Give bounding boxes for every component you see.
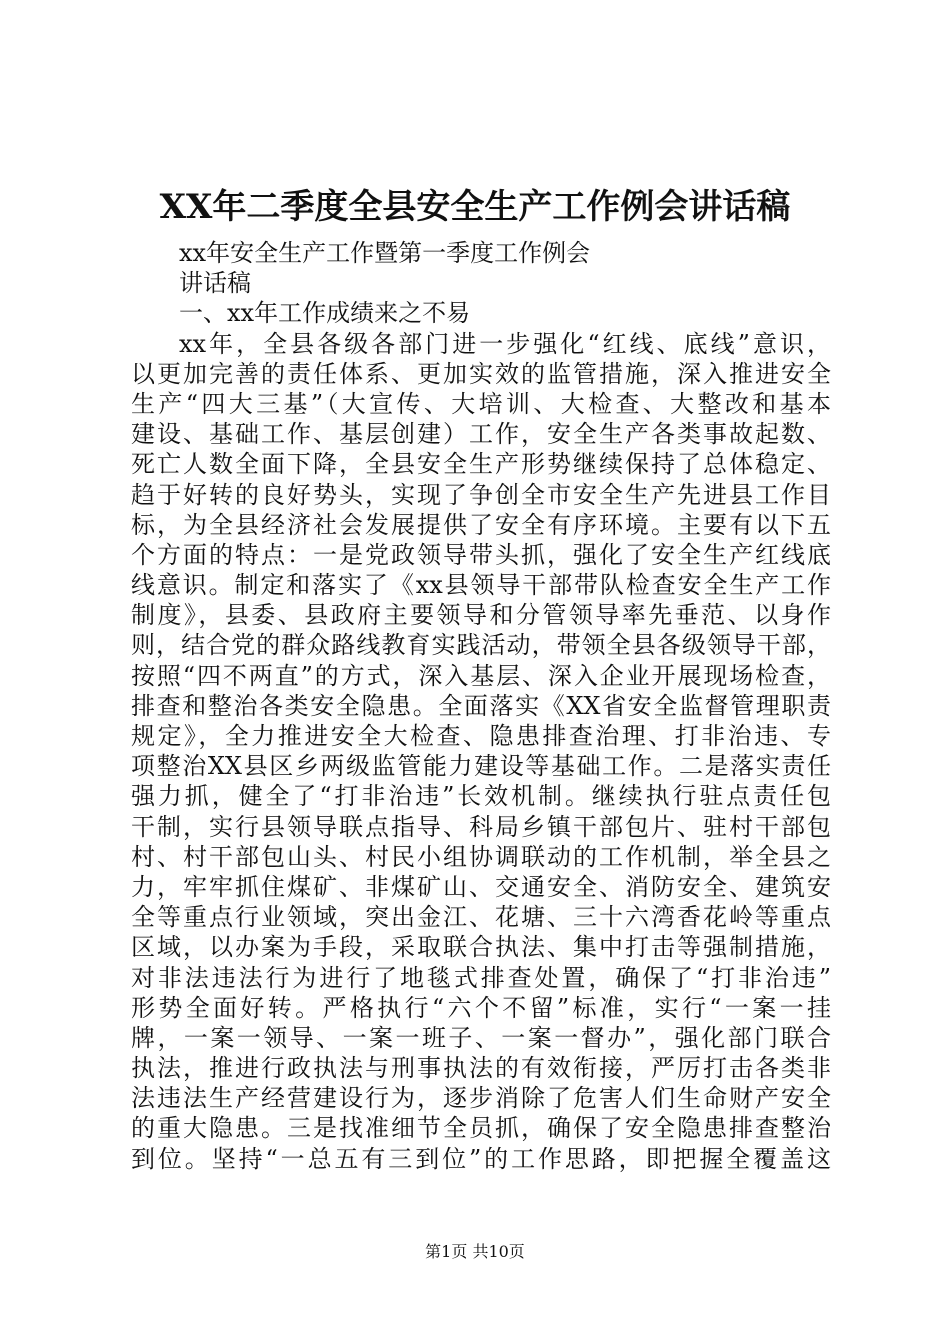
text-line: 全等重点行业领域，突出金江、花塘、三十六湾香花岭等重点 [131, 903, 831, 932]
text-line: 规定》，全力推进安全大检查、隐患排查治理、打非治违、专 [131, 722, 831, 750]
text-line: 执法，推进行政执法与刑事执法的有效衔接，严厉打击各类非 [131, 1054, 831, 1083]
text-line: 到位。坚持“一总五有三到位”的工作思路，即把握全覆盖这 [131, 1144, 831, 1173]
text-line: 讲话稿 [179, 269, 251, 298]
text-line: 生产“四大三基”（大宣传、大培训、大检查、大整改和基本 [131, 389, 831, 418]
text-line: 以更加完善的责任体系、更加实效的监管措施，深入推进安全 [131, 359, 831, 388]
text-line: 标，为全县经济社会发展提供了安全有序环境。主要有以下五 [131, 510, 831, 539]
text-line: 牌，一案一领导、一案一班子、一案一督办”，强化部门联合 [131, 1023, 831, 1052]
text-line: 一、xx年工作成绩来之不易 [179, 299, 471, 328]
text-line: 对非法违法行为进行了地毯式排查处置，确保了“打非治违” [131, 963, 831, 992]
text-line: 制度》，县委、县政府主要领导和分管领导率先垂范、以身作 [131, 601, 831, 630]
text-line: 线意识。制定和落实了《xx县领导干部带队检查安全生产工作 [131, 571, 831, 600]
text-line: 形势全面好转。严格执行“六个不留”标准，实行“一案一挂 [131, 993, 831, 1022]
text-line: 项整治XX县区乡两级监管能力建设等基础工作。二是落实责任 [131, 752, 831, 781]
document-title: XX年二季度全县安全生产工作例会讲话稿 [159, 187, 791, 227]
text-line: 干制，实行县领导联点指导、科局乡镇干部包片、驻村干部包 [131, 812, 831, 841]
text-line: 死亡人数全面下降，全县安全生产形势继续保持了总体稳定、 [131, 450, 831, 479]
document-body [131, 238, 831, 1174]
text-line: 趋于好转的良好势头，实现了争创全市安全生产先进县工作目 [131, 480, 831, 509]
text-line: 个方面的特点：一是党政领导带头抓，强化了安全生产红线底 [131, 540, 831, 569]
text-line: 法违法生产经营建设行为，逐步消除了危害人们生命财产安全 [131, 1084, 831, 1113]
text-line: 建设、基础工作、基层创建）工作，安全生产各类事故起数、 [131, 420, 831, 449]
text-line: 则，结合党的群众路线教育实践活动，带领全县各级领导干部， [131, 631, 831, 660]
text-line: 排查和整治各类安全隐患。全面落实《XX省安全监督管理职责 [131, 691, 831, 720]
text-line: 村、村干部包山头、村民小组协调联动的工作机制，举全县之 [131, 842, 831, 871]
text-line: xx年，全县各级各部门进一步强化“红线、底线”意识， [179, 329, 831, 358]
text-line: 强力抓，健全了“打非治违”长效机制。继续执行驻点责任包 [131, 782, 831, 811]
text-line: 区域，以办案为手段，采取联合执法、集中打击等强制措施， [131, 933, 831, 962]
text-line: xx年安全生产工作暨第一季度工作例会 [179, 239, 591, 267]
text-line: 力，牢牢抓住煤矿、非煤矿山、交通安全、消防安全、建筑安 [131, 872, 831, 901]
text-line: 的重大隐患。三是找准细节全员抓，确保了安全隐患排查整治 [131, 1114, 831, 1143]
page-number-footer: 第1页 共10页 [425, 1242, 525, 1261]
text-line: 按照“四不两直”的方式，深入基层、深入企业开展现场检查， [131, 661, 831, 690]
